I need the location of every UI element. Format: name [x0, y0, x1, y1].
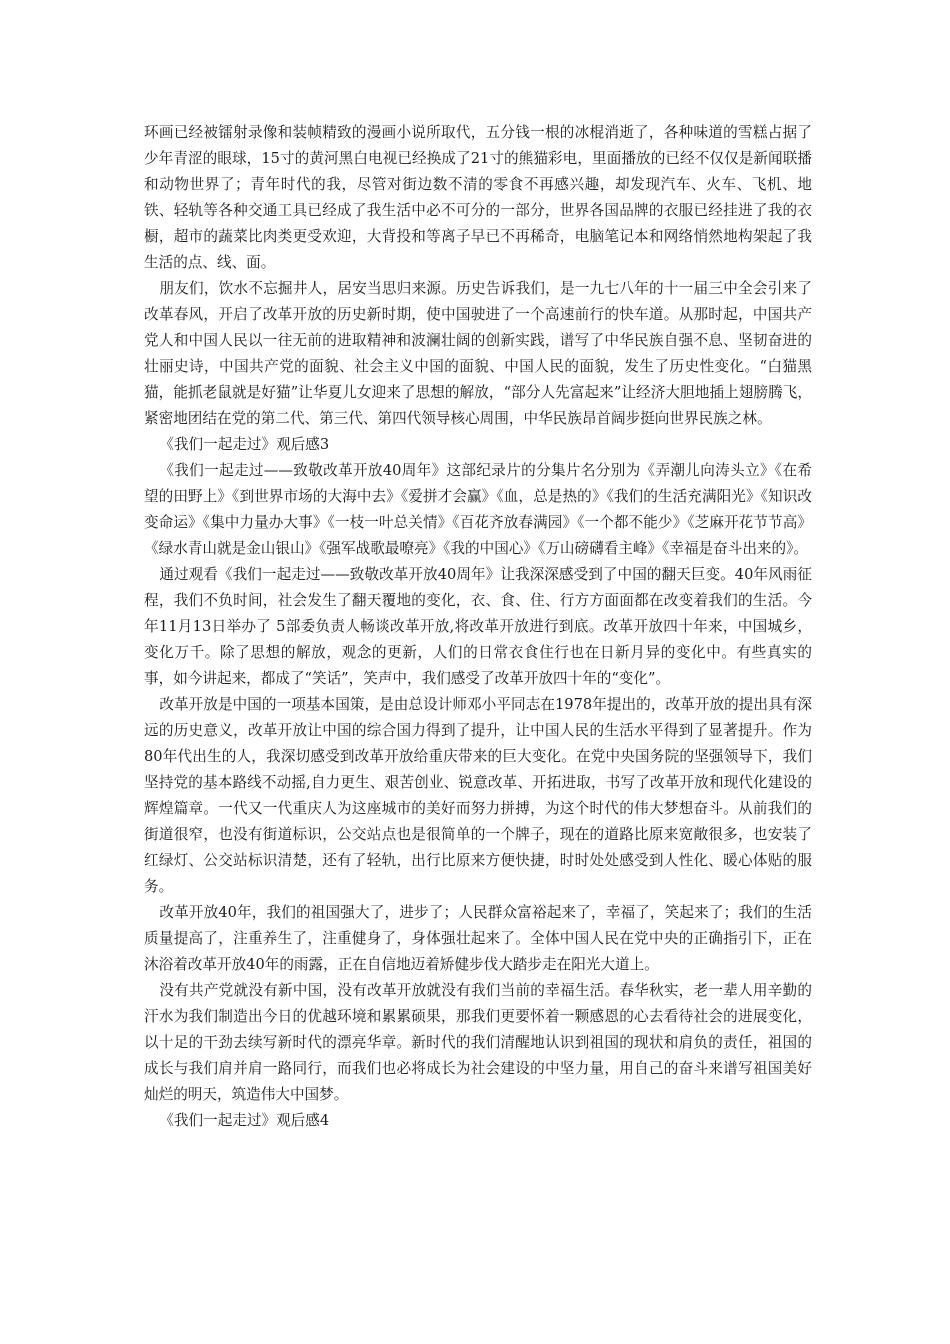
section-heading: 《我们一起走过》观后感4: [159, 1112, 330, 1129]
paragraph: 改革开放是中国的一项基本国策，是由总设计师邓小平同志在1978年提出的，改革开放的提出具有深远的历史意义，改革开放让中国的综合国力得到了提升，让中国人民的生活水平得到了显著提升。作为80年代出生的人，我深切感受到改革开放给重庆带来的巨大变化。在党中央国务院的坚强领导下，我们坚持党的基本路线不动摇,自力更生、艰苦创业、锐意改革、开拓进取，书写了改革开放和现代化建设的辉煌篇章。一代又一代重庆人为这座城市的美好而努力拼搏，为这个时代的伟大梦想奋斗。从前我们的街道很窄，也没有街道标识，公交站点也是很简单的一个牌子，现在的道路比原来宽敞很多，也安装了红绿灯、公交站标识清楚，还有了轻轨，出行比原来方便快捷，时时处处感受到人性化、暖心体贴的服务。: [144, 696, 812, 895]
paragraph: 《我们一起走过——致敬改革开放40周年》这部纪录片的分集片名分别为《弄潮儿向涛头立》《在希望的田野上》《到世界市场的大海中去》《爱拼才会赢》《血，总是热的》《我们的生活充满阳光》《知识改变命运》《集中力量办大事》《一枝一叶总关情》《百花齐放春满园》《一个都不能少》《芝麻开花节节高》《绿水青山就是金山银山》《强军战歌最嘹亮》《我的中国心》《万山磅礴看主峰》《幸福是奋斗出来的》。: [144, 462, 812, 557]
paragraph: 通过观看《我们一起走过——致敬改革开放40周年》让我深深感受到了中国的翻天巨变。40年风雨征程，我们不负时间，社会发生了翻天覆地的变化，衣、食、住、行方方面面都在改变着我们的生活。今年11月13日举办了 5部委负责人畅谈改革开放,将改革开放进行到底。改革开放四十年来，中国城乡，变化万千。除了思想的解放，观念的更新，人们的日常衣食住行也在日新月异的变化中。有些真实的事，如今讲起来，都成了“笑话”，笑声中，我们感受了改革开放四十年的“变化”。: [144, 566, 812, 687]
paragraph: 环画已经被镭射录像和装帧精致的漫画小说所取代，五分钱一根的冰棍消逝了，各种味道的雪糕占据了少年青涩的眼球，15寸的黄河黑白电视已经换成了21寸的熊猫彩电，里面播放的已经不仅仅是新闻联播和动物世界了；青年时代的我，尽管对街边数不清的零食不再感兴趣，却发现汽车、火车、飞机、地铁、轻轨等各种交通工具已经成了我生活中必不可分的一部分，世界各国品牌的衣服已经挂进了我的衣橱，超市的蔬菜比肉类更受欢迎，大背投和等离子早已不再稀奇，电脑笔记本和网络悄然地构架起了我生活的点、线、面。: [144, 124, 812, 271]
paragraph: 改革开放40年，我们的祖国强大了，进步了；人民群众富裕起来了，幸福了，笑起来了；我们的生活质量提高了，注重养生了，注重健身了，身体强壮起来了。全体中国人民在党中央的正确指引下，正在沐浴着改革开放40年的雨露，正在自信地迈着矫健步伐大踏步走在阳光大道上。: [144, 904, 812, 973]
paragraph: 朋友们，饮水不忘掘井人，居安当思归来源。历史告诉我们，是一九七八年的十一届三中全会引来了改革春风，开启了改革开放的历史新时期，使中国驶进了一个高速前行的快车道。从那时起，中国共产党人和中国人民以一往无前的进取精神和波澜壮阔的创新实践，谱写了中华民族自强不息、坚韧奋进的壮丽史诗，中国共产党的面貌、社会主义中国的面貌、中国人民的面貌，发生了历史性变化。“白猫黑猫，能抓老鼠就是好猫”让华夏儿女迎来了思想的解放，“部分人先富起来”让经济大胆地插上翅膀腾飞，紧密地团结在党的第二代、第三代、第四代领导核心周围，中华民族昂首阔步挺向世界民族之林。: [144, 280, 812, 427]
document-page: [144, 120, 812, 1134]
section-heading: 《我们一起走过》观后感3: [159, 436, 330, 453]
paragraph: 没有共产党就没有新中国，没有改革开放就没有我们当前的幸福生活。春华秋实，老一辈人用辛勤的汗水为我们制造出今日的优越环境和累累硕果，那我们更要怀着一颗感恩的心去看待社会的进展变化，以十足的干劲去续写新时代的漂亮华章。新时代的我们清醒地认识到祖国的现状和肩负的责任，祖国的成长与我们肩并肩一路同行，而我们也必将成长为社会建设的中坚力量，用自己的奋斗来谱写祖国美好灿烂的明天，筑造伟大中国梦。: [144, 982, 812, 1103]
